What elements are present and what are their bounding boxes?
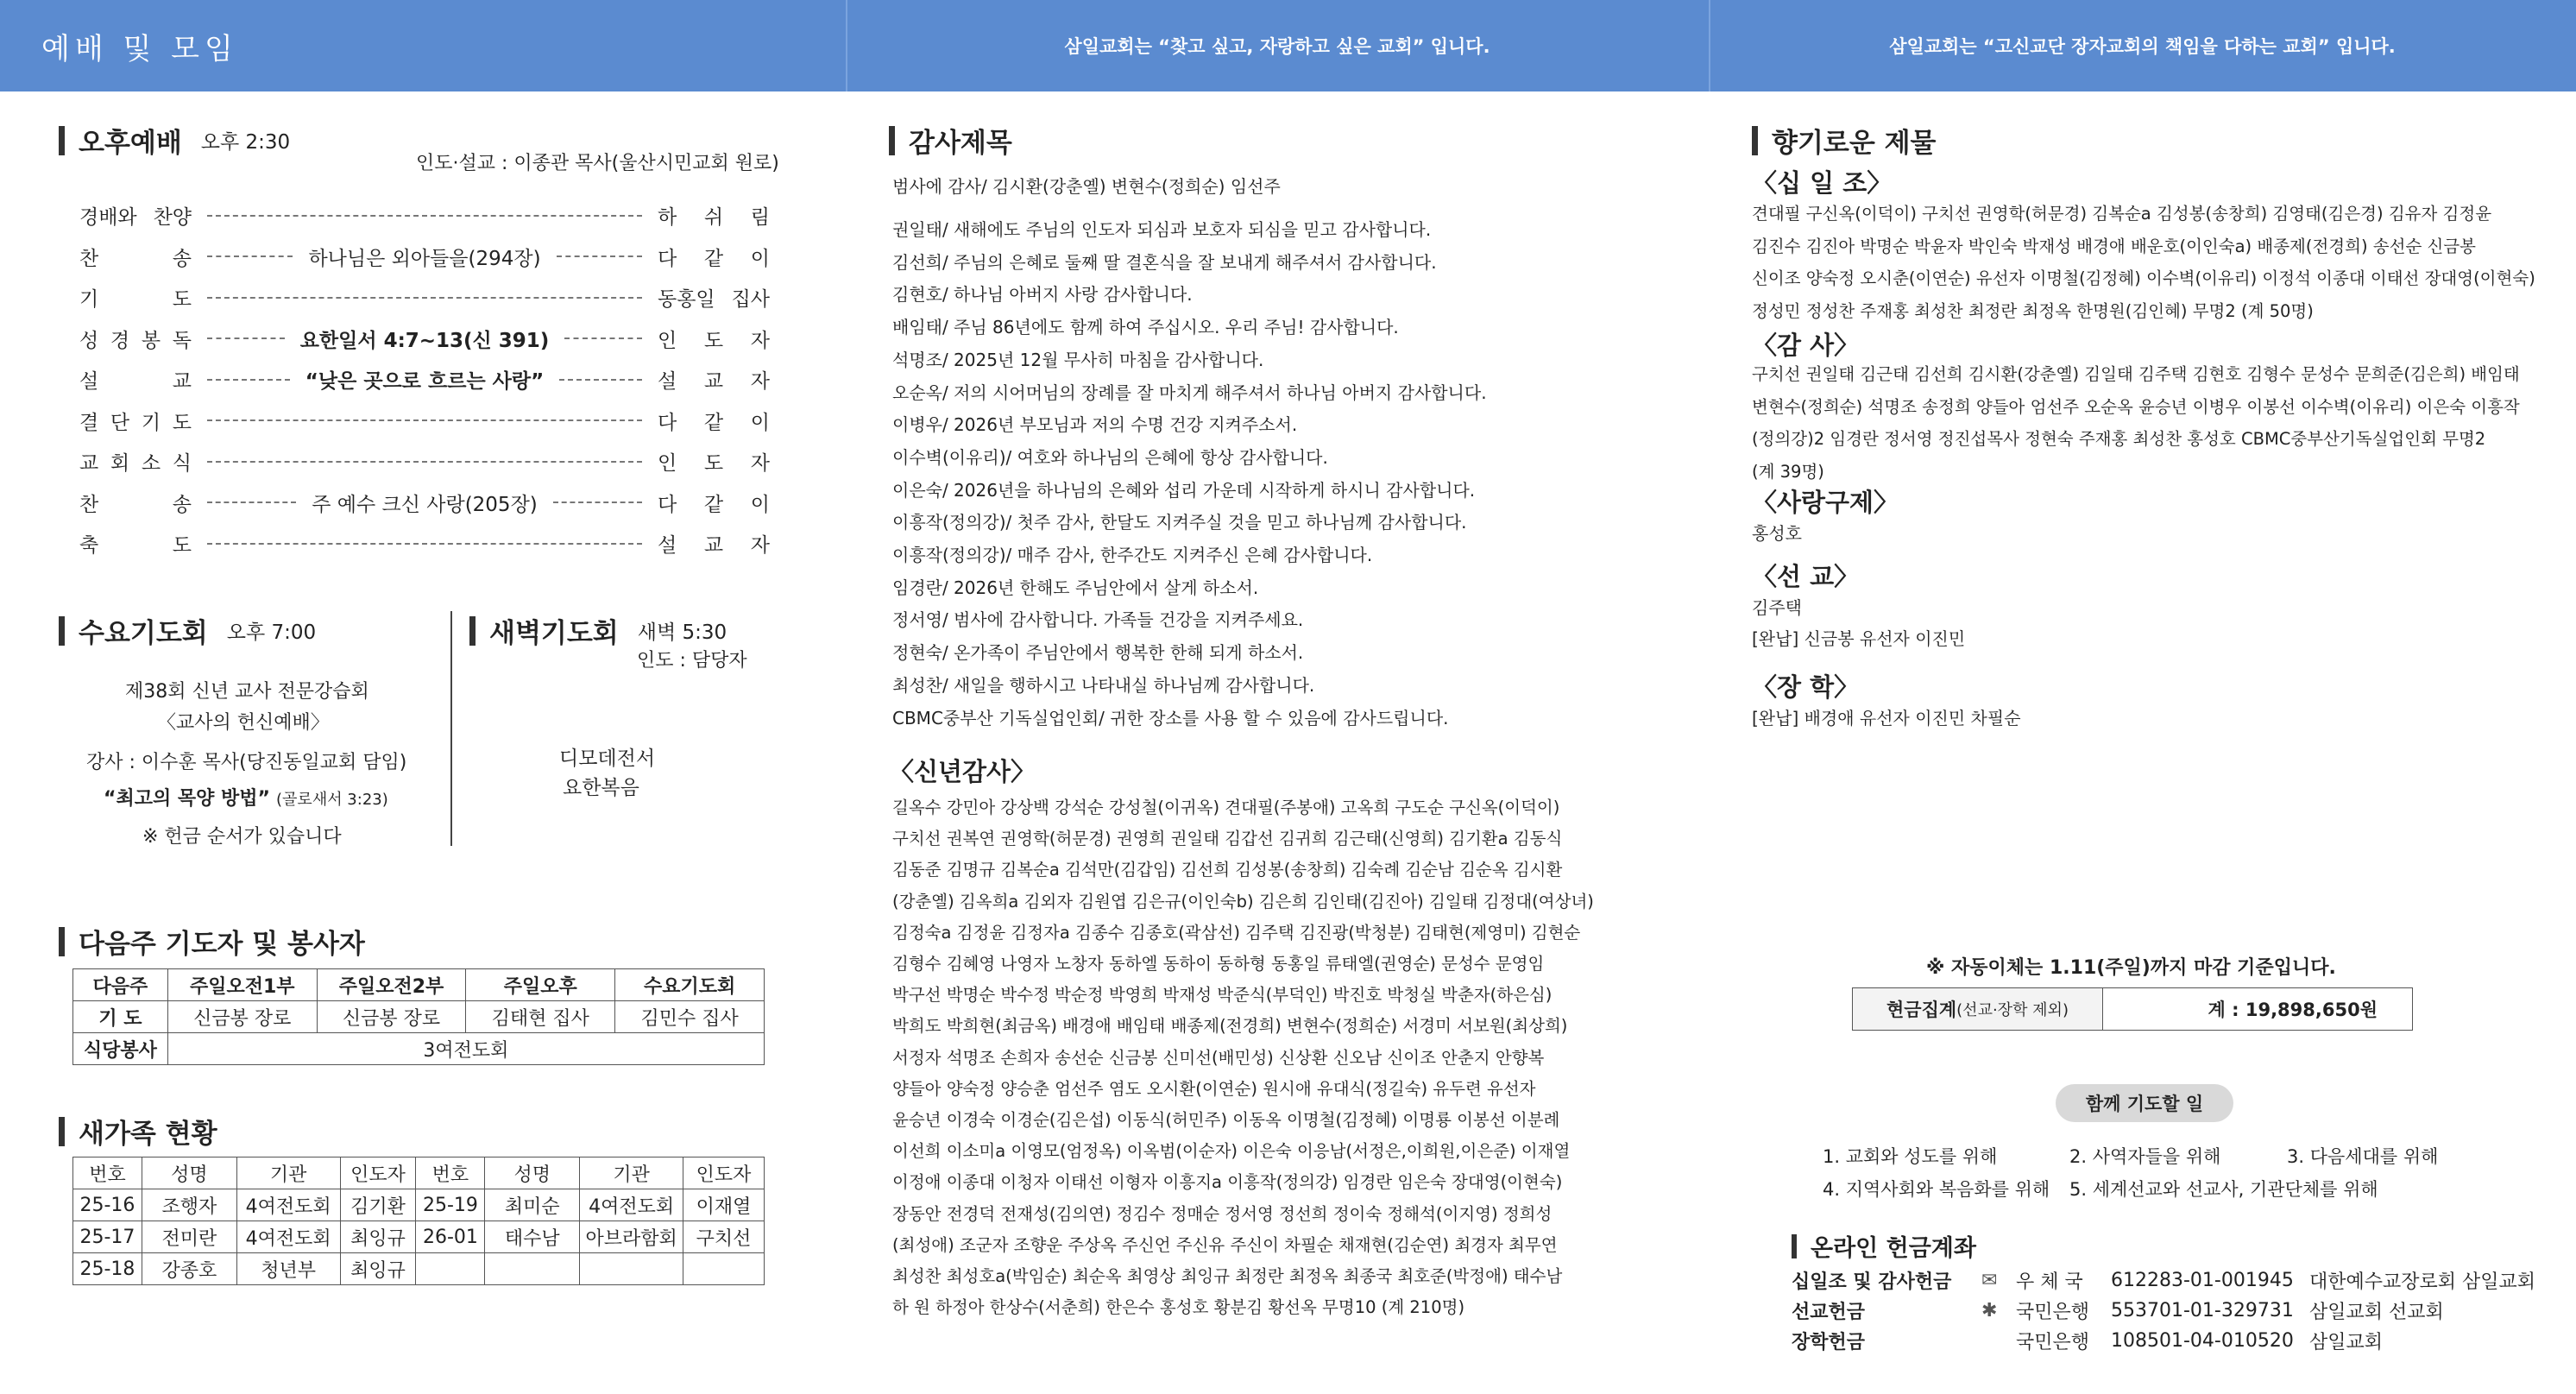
- order-label-char: 경배와: [79, 206, 137, 230]
- cash-total-box: [1852, 987, 2413, 1031]
- thanks-item: 이은숙/ 2026년을 하나님의 은혜와 섭리 가운데 시작하게 하시니 감사합니다.: [892, 479, 1476, 501]
- mission-names: 김주택: [1752, 597, 1802, 618]
- order-person-char: 인: [658, 452, 677, 476]
- wednesday-sermon-ref: (골로새서 3:23): [276, 791, 388, 809]
- table-cell: 26-01: [416, 1221, 485, 1253]
- dash-line: [553, 501, 642, 503]
- table-header: 기관: [236, 1157, 340, 1189]
- nextweek-table: [72, 968, 765, 1065]
- order-person: [658, 529, 770, 558]
- online-title-text: 온라인 헌금계좌: [1811, 1235, 1976, 1262]
- dash-line: [207, 461, 642, 463]
- thanks-item: 석명조/ 2025년 12월 무사히 마침을 감사합니다.: [892, 349, 1264, 370]
- dash-line: [207, 337, 285, 339]
- order-label: [79, 407, 192, 435]
- table-row: [73, 1001, 765, 1033]
- worship-order: [79, 195, 770, 565]
- mission-paid: [완납] 신금봉 유선자 이진민: [1752, 628, 1966, 649]
- dash-line: [207, 215, 642, 217]
- order-label-char: 교: [172, 370, 192, 394]
- order-row: [79, 319, 770, 360]
- order-label-char: 독: [172, 329, 192, 352]
- dash-line: [559, 379, 642, 381]
- dawn-leader: 인도 : 담당자: [637, 650, 747, 672]
- order-row: [79, 483, 770, 524]
- order-person-char: 다: [658, 247, 677, 270]
- order-person-char: 림: [750, 206, 770, 230]
- wednesday-title: [59, 611, 316, 650]
- order-person-char: 자: [750, 452, 770, 476]
- nextweek-title: [59, 922, 365, 961]
- order-label-char: 송: [172, 247, 192, 270]
- offer-thanks-line: 변현수(정희순) 석명조 송정희 양들아 엄선주 오순옥 윤승년 이병우 이봉선 이수벽(이유리) 이은숙 이흥작: [1752, 396, 2520, 417]
- order-label: [79, 365, 192, 394]
- newyear-line: 길옥수 강민아 강상백 강석순 강성철(이귀옥) 견대필(주봉애) 고옥희 구도순 구신옥(이덕이): [892, 798, 1560, 817]
- table-cell: 4여전도회: [236, 1189, 340, 1221]
- table-cell: 25-16: [73, 1189, 142, 1221]
- cash-total-label-text: 현금집계: [1886, 1000, 1957, 1020]
- table-cell: 청년부: [236, 1253, 340, 1285]
- bank-account-row: [1792, 1328, 2383, 1354]
- order-person-char: 이: [750, 493, 770, 516]
- table-cell: 김기환: [340, 1189, 416, 1221]
- order-label-char: 성: [79, 329, 99, 352]
- order-label-char: 단: [110, 411, 130, 434]
- table-cell: [416, 1253, 485, 1285]
- table-cell: [485, 1253, 580, 1285]
- table-cell: 25-17: [73, 1221, 142, 1253]
- order-person: [658, 243, 770, 271]
- newyear-line: 김정숙a 김정윤 김정자a 김종수 김종호(곽삼선) 김주택 김진광(박청분) 김태현(제영미) 김현순: [892, 922, 1581, 943]
- prayer-item: 1. 교회와 성도를 위해: [1823, 1146, 1998, 1167]
- table-header: 번호: [416, 1157, 485, 1189]
- order-leader-line: [207, 365, 642, 394]
- table-header: 인도자: [683, 1157, 765, 1189]
- thanks-item: 이병우/ 2026년 부모님과 저의 수명 건강 지켜주소서.: [892, 414, 1298, 436]
- order-label-char: 봉: [141, 329, 161, 352]
- kookmin-bank-icon: ✱: [1981, 1300, 1998, 1321]
- bank-holder: 삼일교회: [2309, 1332, 2384, 1353]
- order-row: [79, 277, 770, 319]
- order-label-char: 회: [110, 452, 130, 476]
- newyear-line: 최성찬 최성호a(박임순) 최순옥 최영상 최잉규 최정란 최정옥 최종국 최호준(박정애) 태수남: [892, 1266, 1563, 1286]
- tithe-title: 〈십 일 조〉: [1752, 168, 1893, 198]
- table-header: 인도자: [340, 1157, 416, 1189]
- section-bar: [889, 126, 895, 155]
- order-label-char: 결: [79, 411, 99, 434]
- order-content: 요한일서 4:7~13(신 391): [299, 329, 550, 352]
- order-person-char: 같: [703, 493, 724, 516]
- order-label: [79, 201, 192, 230]
- newyear-line: 이선희 이소미a 이영모(엄정옥) 이옥범(이순자) 이은숙 이응남(서정은,이희원,이은준) 이재열: [892, 1141, 1571, 1162]
- table-cell: 이재열: [683, 1189, 765, 1221]
- order-person-char: 동홍일: [658, 288, 715, 312]
- prayer-title: 함께 기도할 일: [2056, 1084, 2233, 1122]
- thanks-item: 김선희/ 주님의 은혜로 둘째 딸 결혼식을 잘 보내게 해주셔서 감사합니다.: [892, 251, 1437, 273]
- tithe-line: 견대필 구신옥(이덕이) 구치선 권영학(허문경) 김복순a 김성봉(송창희) 김영태(김은경) 김유자 김정윤: [1752, 204, 2492, 224]
- order-person-char: 교: [703, 534, 724, 558]
- order-label: [79, 325, 192, 353]
- thanks-item: 이흥작(정의강)/ 매주 감사, 한주간도 지켜주신 은혜 감사합니다.: [892, 545, 1373, 565]
- wednesday-line2: 〈교사의 헌신예배〉: [157, 712, 330, 734]
- wednesday-sermon-title: “최고의 목양 방법”: [104, 788, 271, 810]
- bank-purpose: 장학헌금: [1792, 1332, 1866, 1353]
- order-label: [79, 489, 192, 517]
- section-bar: [59, 927, 65, 956]
- offer-thanks-line: 구치선 권일태 김근태 김선희 김시환(강춘옐) 김일태 김주택 김현호 김형수 문성수 문희준(김은희) 배임태: [1752, 364, 2520, 384]
- online-title: [1792, 1229, 1976, 1263]
- order-leader-line: [207, 419, 642, 421]
- order-label-char: 송: [172, 493, 192, 516]
- order-label-char: 도: [172, 288, 192, 312]
- table-cell: 최미순: [485, 1189, 580, 1221]
- offerings-title-text: 향기로운 제물: [1772, 128, 1937, 159]
- order-person: [658, 447, 770, 476]
- auto-transfer-notice: ※ 자동이체는 1.11(주일)까지 마감 기준입니다.: [1926, 957, 2336, 979]
- table-header: 주일오전1부: [167, 969, 317, 1001]
- table-row: [73, 1253, 765, 1285]
- bank-name: 국민은행: [2016, 1332, 2090, 1353]
- wednesday-sermon: [104, 784, 388, 811]
- thanks-item: 정서영/ 범사에 감사합니다. 가족들 건강을 지켜주세요.: [892, 609, 1304, 631]
- wednesday-note: ※ 헌금 순서가 있습니다: [142, 826, 342, 848]
- table-row: [73, 1033, 765, 1065]
- order-leader-line: [207, 461, 642, 463]
- order-content: 주 예수 크신 사랑(205장): [312, 493, 538, 516]
- thanks-item: 이수벽(이유리)/ 여호와 하나님의 은혜에 항상 감사합니다.: [892, 446, 1328, 468]
- table-cell: 최잉규: [340, 1253, 416, 1285]
- thanks-title: [889, 121, 1012, 160]
- order-label-char: 소: [141, 452, 161, 476]
- section-bar: [1752, 126, 1758, 155]
- newyear-line: 이정애 이종대 이청자 이태선 이형자 이흥지a 이흥작(정의강) 임경란 임은숙 장대영(이현숙): [892, 1172, 1563, 1193]
- dash-line: [207, 501, 296, 503]
- relief-title: 〈사랑구제〉: [1752, 488, 1899, 517]
- order-person-char: 이: [750, 411, 770, 434]
- newyear-line: 양들아 양숙정 양승춘 엄선주 염도 오시환(이연순) 원시애 유대식(정길숙) 유두련 유선자: [892, 1078, 1536, 1099]
- thanks-item: 임경란/ 2026년 한해도 주님안에서 살게 하소서.: [892, 577, 1259, 598]
- order-leader-line: [207, 297, 642, 299]
- newyear-title: 〈신년감사〉: [889, 757, 1036, 786]
- thanks-item: 정현숙/ 온가족이 주님안에서 행복한 한해 되게 하소서.: [892, 642, 1304, 664]
- newyear-line: 김형수 김혜영 나영자 노창자 동하엘 동하이 동하형 동홍일 류태엘(권영순) 문성수 문영임: [892, 954, 1545, 974]
- order-leader-line: [207, 543, 642, 545]
- dash-line: [207, 297, 642, 299]
- dash-line: [207, 255, 293, 257]
- dash-line: [207, 379, 290, 381]
- table-header: 주일오후: [466, 969, 615, 1001]
- table-cell: [683, 1253, 765, 1285]
- order-person-char: 이: [750, 247, 770, 270]
- section-bar: [469, 616, 476, 646]
- table-cell: 식당봉사: [73, 1033, 168, 1065]
- order-label: [79, 529, 192, 558]
- order-person-char: 다: [658, 411, 677, 434]
- table-row: [73, 1189, 765, 1221]
- wednesday-title-text: 수요기도회: [79, 618, 208, 649]
- table-cell: 김민수 집사: [615, 1001, 765, 1033]
- newfamily-table: [72, 1157, 765, 1285]
- table-header: 수요기도회: [615, 969, 765, 1001]
- dash-line: [564, 337, 642, 339]
- newyear-line: (강춘옐) 김옥희a 김외자 김원엽 김은규(이인숙b) 김은희 김인태(김진아) 김일태 김정대(여상녀): [892, 891, 1594, 911]
- order-leader-line: [207, 243, 642, 271]
- slogan-right: 삼일교회는 “고신교단 장자교회의 책임을 다하는 교회” 입니다.: [1889, 36, 2396, 57]
- order-label-char: 찬양: [153, 206, 192, 230]
- newyear-line: 구치선 권복연 권영학(허문경) 권영희 권일태 김갑선 김귀희 김근태(신영희) 김기환a 김동식: [892, 829, 1563, 849]
- order-person: [658, 325, 770, 353]
- newyear-line: 서정자 석명조 손희자 송선순 신금봉 신미선(배민성) 신상환 신오남 신이조 안춘지 안향복: [892, 1047, 1545, 1068]
- table-cell: 최잉규: [340, 1221, 416, 1253]
- order-person: [658, 489, 770, 517]
- newfamily-title: [59, 1112, 217, 1151]
- order-label-char: 교: [79, 452, 99, 476]
- thanks-title-text: 감사제목: [909, 128, 1012, 159]
- order-leader-line: [207, 489, 642, 517]
- dash-line: [557, 255, 642, 257]
- thanks-item: 김현호/ 하나님 아버지 사랑 감사합니다.: [892, 284, 1193, 306]
- table-cell: 4여전도회: [580, 1189, 683, 1221]
- order-label-char: 찬: [79, 247, 99, 270]
- newyear-line: 윤승년 이경숙 이경순(김은섭) 이동식(허민주) 이동옥 이명철(김정혜) 이명룡 이봉선 이분례: [892, 1110, 1560, 1130]
- newyear-line: (최성애) 조군자 조향운 주상옥 주신언 주신유 주신이 차필순 채재현(김순연) 최경자 최무연: [892, 1234, 1558, 1255]
- slogan-center: 삼일교회는 “찾고 싶고, 자랑하고 싶은 교회” 입니다.: [1064, 36, 1490, 57]
- table-cell: 신금봉 장로: [167, 1001, 317, 1033]
- bank-holder: 대한예수교장로회 삼일교회: [2309, 1271, 2536, 1293]
- table-row: [73, 1157, 765, 1189]
- cash-total-label: [1853, 988, 2103, 1030]
- table-cell: 신금봉 장로: [317, 1001, 466, 1033]
- bank-purpose: 선교헌금: [1792, 1302, 1866, 1323]
- thanks-intro: 범사에 감사/ 김시환(강춘옐) 변현수(정희순) 임선주: [892, 176, 1281, 197]
- table-row: [73, 1221, 765, 1253]
- cash-total-value: 계 : 19,898,650원: [2208, 1000, 2378, 1020]
- table-cell: 25-19: [416, 1189, 485, 1221]
- scholar-title: 〈장 학〉: [1752, 672, 1860, 702]
- order-row: [79, 441, 770, 483]
- section-bar: [59, 1117, 65, 1146]
- table-cell: [580, 1253, 683, 1285]
- thanks-item: 최성찬/ 새일을 행하시고 나타내실 하나님께 감사합니다.: [892, 674, 1315, 696]
- order-label: [79, 447, 192, 476]
- header-bar: [0, 0, 2576, 91]
- order-person-char: 교: [703, 370, 724, 394]
- order-label-char: 찬: [79, 493, 99, 516]
- dawn-title-text: 새벽기도회: [489, 618, 619, 649]
- table-cell: 아브라함회: [580, 1221, 683, 1253]
- table-cell: 기 도: [73, 1001, 168, 1033]
- tithe-line: 신이조 양숙정 오시춘(이연순) 유선자 이명철(김정혜) 이수벽(이유리) 이정석 이종대 이태선 장대영(이현숙): [1752, 268, 2535, 288]
- order-person-char: 같: [703, 247, 724, 270]
- table-cell: 3여전도회: [167, 1033, 764, 1065]
- table-cell: 조행자: [142, 1189, 236, 1221]
- order-person-char: 다: [658, 493, 677, 516]
- newyear-line: 박구선 박명순 박수정 박순정 박영희 박재성 박준식(부덕인) 박진호 박청실 박춘자(하은심): [892, 985, 1553, 1006]
- newyear-line: 하 원 하정아 한상수(서춘희) 한은수 홍성호 황분김 황선옥 무명10 (계 210명): [892, 1297, 1465, 1318]
- bank-purpose: 십일조 및 감사헌금: [1792, 1271, 1952, 1293]
- order-label-char: 경: [110, 329, 130, 352]
- dawn-time: 새벽 5:30: [637, 621, 727, 644]
- order-person-char: 설: [658, 370, 677, 394]
- table-header: 다음주: [73, 969, 168, 1001]
- cash-total-note: (선교·장학 제외): [1956, 1001, 2069, 1019]
- thanks-item: CBMC중부산 기독실업인회/ 귀한 장소를 사용 할 수 있음에 감사드립니다.: [892, 707, 1449, 729]
- table-cell: 25-18: [73, 1253, 142, 1285]
- section-bar: [59, 616, 65, 646]
- offerings-title: [1752, 121, 1936, 160]
- bank-account: 108501-04-010520: [2111, 1330, 2294, 1352]
- order-label-char: 식: [172, 452, 192, 476]
- order-row: [79, 401, 770, 442]
- table-header: 성명: [142, 1157, 236, 1189]
- nextweek-title-text: 다음주 기도자 및 봉사자: [79, 929, 365, 960]
- afternoon-title: [59, 121, 290, 160]
- tithe-line: 정성민 정성찬 주재홍 최성찬 최정란 최정옥 한명원(김인혜) 무명2 (계 50명): [1752, 300, 2314, 321]
- table-row: [73, 969, 765, 1001]
- thanks-item: 오순옥/ 저의 시어머님의 장례를 잘 마치게 해주셔서 하나님 아버지 감사합니다.: [892, 382, 1487, 403]
- dawn-book2: 요한복음: [563, 777, 639, 799]
- order-person-char: 집사: [731, 288, 770, 312]
- order-person-char: 인: [658, 329, 677, 352]
- dawn-book1: 디모데전서: [559, 747, 656, 770]
- mission-title: 〈선 교〉: [1752, 562, 1860, 591]
- section-bar: [1792, 1234, 1797, 1258]
- order-person-char: 자: [750, 534, 770, 558]
- order-content: “낮은 곳으로 흐르는 사랑”: [305, 370, 545, 394]
- bank-account: 553701-01-329731: [2111, 1300, 2294, 1321]
- wednesday-time: 오후 7:00: [226, 621, 317, 644]
- table-header: 번호: [73, 1157, 142, 1189]
- order-label-char: 기: [141, 411, 161, 434]
- newfamily-title-text: 새가족 현황: [79, 1119, 217, 1150]
- order-person-char: 자: [750, 329, 770, 352]
- table-header: 주일오전2부: [317, 969, 466, 1001]
- table-cell: 김태현 집사: [466, 1001, 615, 1033]
- order-label-char: 도: [172, 534, 192, 558]
- bank-name: 우 체 국: [2016, 1271, 2083, 1293]
- order-person-char: 자: [750, 370, 770, 394]
- order-person-char: 도: [703, 452, 724, 476]
- tithe-line: 김진수 김진아 박명순 박윤자 박인숙 박재성 배경애 배운호(이인숙a) 배종제(전경희) 송선순 신금봉: [1752, 236, 2477, 256]
- order-label-char: 기: [79, 288, 99, 312]
- order-row: [79, 523, 770, 565]
- bank-account-row: [1792, 1267, 2535, 1294]
- order-person-char: 도: [703, 329, 724, 352]
- order-person-char: 하: [658, 206, 677, 230]
- page-title: 예배 및 모임: [41, 31, 238, 66]
- table-header: 기관: [580, 1157, 683, 1189]
- order-person: [658, 201, 770, 230]
- order-label-char: 도: [172, 411, 192, 434]
- scholar-names: [완납] 배경애 유선자 이진민 차필순: [1752, 708, 2021, 729]
- order-row: [79, 359, 770, 401]
- table-cell: 구치선: [683, 1221, 765, 1253]
- order-label-char: 축: [79, 534, 99, 558]
- dash-line: [207, 543, 642, 545]
- order-person-char: 쉬: [703, 206, 724, 230]
- thanks-item: 권일태/ 새해에도 주님의 인도자 되심과 보호자 되심을 믿고 감사합니다.: [892, 219, 1432, 240]
- prayer-item: 4. 지역사회와 복음화를 위해: [1823, 1179, 2050, 1200]
- post-office-icon: ✉: [1981, 1270, 1998, 1291]
- afternoon-time: 오후 2:30: [200, 131, 291, 154]
- wednesday-line1: 제38회 신년 교사 전문강습회: [125, 681, 369, 703]
- bank-name: 국민은행: [2016, 1302, 2090, 1323]
- section-bar: [59, 126, 65, 155]
- wednesday-speaker: 강사 : 이수훈 목사(당진동일교회 담임): [86, 752, 407, 773]
- afternoon-title-text: 오후예배: [79, 128, 182, 159]
- order-content: 하나님은 외아들을(294장): [308, 247, 541, 270]
- offer-thanks-line: (계 39명): [1752, 461, 1824, 482]
- prayer-item: 5. 세계선교와 선교사, 기관단체를 위해: [2069, 1179, 2378, 1200]
- order-label: [79, 283, 192, 312]
- order-leader-line: [207, 215, 642, 217]
- table-cell: 4여전도회: [236, 1221, 340, 1253]
- bank-holder: 삼일교회 선교회: [2309, 1302, 2444, 1323]
- order-label-char: 설: [79, 370, 99, 394]
- order-row: [79, 195, 770, 237]
- dawn-title: [469, 611, 727, 650]
- table-cell: 태수남: [485, 1221, 580, 1253]
- order-person: [658, 283, 770, 312]
- thanks-item: 이흥작(정의강)/ 첫주 감사, 한달도 지켜주실 것을 믿고 하나님께 감사합니다.: [892, 512, 1467, 533]
- dash-line: [207, 419, 642, 421]
- thanks-item: 배임태/ 주님 86년에도 함께 하여 주십시오. 우리 주님! 감사합니다.: [892, 317, 1399, 338]
- newyear-line: 김동준 김명규 김복순a 김석만(김갑임) 김선희 김성봉(송창희) 김숙례 김순남 김순옥 김시환: [892, 860, 1563, 880]
- prayer-item: 3. 다음세대를 위해: [2287, 1146, 2439, 1167]
- order-person: [658, 407, 770, 435]
- order-person: [658, 365, 770, 394]
- order-leader-line: [207, 325, 642, 353]
- order-person-char: 설: [658, 534, 677, 558]
- prayer-item: 2. 사역자들을 위해: [2069, 1146, 2221, 1167]
- table-header: 성명: [485, 1157, 580, 1189]
- relief-names: 홍성호: [1752, 523, 1802, 544]
- order-person-char: 같: [703, 411, 724, 434]
- afternoon-leader: 인도·설교 : 이종관 목사(울산시민교회 원로): [416, 153, 779, 174]
- order-label: [79, 243, 192, 271]
- column-divider: [450, 611, 452, 846]
- order-row: [79, 237, 770, 278]
- newyear-line: 박희도 박희현(최금옥) 배경애 배임태 배종제(전경희) 변현수(정희순) 서경미 서보원(최상희): [892, 1016, 1568, 1037]
- table-cell: 전미란: [142, 1221, 236, 1253]
- bank-account: 612283-01-001945: [2111, 1270, 2294, 1291]
- table-cell: 강종호: [142, 1253, 236, 1285]
- newyear-line: 장동안 전경덕 전재성(김의연) 정김수 정매순 정서영 정선희 정이숙 정해석(이지영) 정희성: [892, 1203, 1553, 1224]
- offer-thanks-title: 〈감 사〉: [1752, 331, 1860, 360]
- bank-account-row: [1792, 1297, 2444, 1324]
- offer-thanks-line: (정의강)2 임경란 정서영 정진섭목사 정현숙 주재홍 최성찬 홍성호 CBMC중부산기독실업인회 무명2: [1752, 429, 2486, 449]
